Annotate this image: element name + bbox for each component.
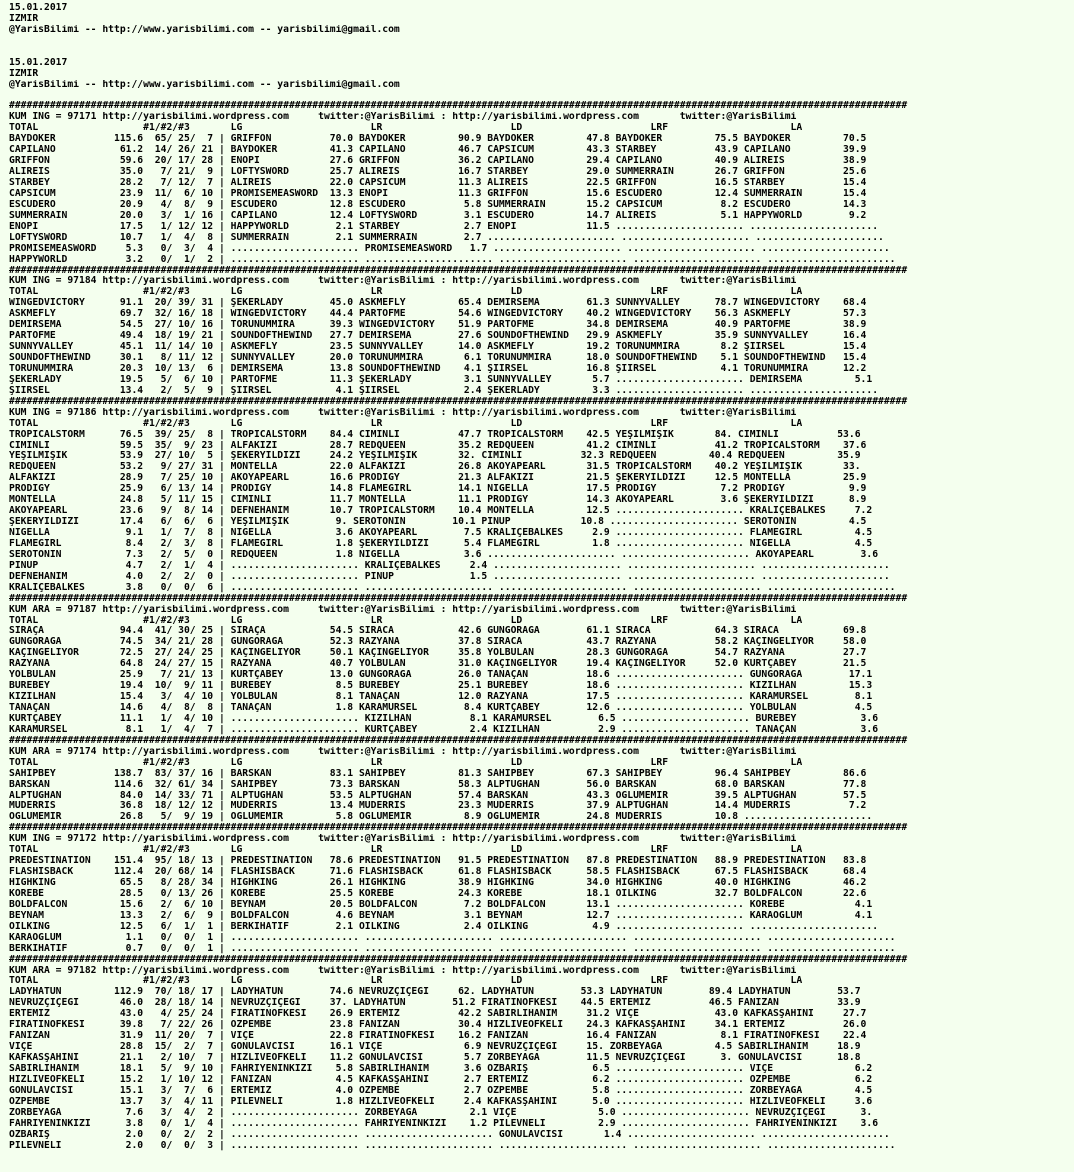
text-line: NIGELLA 9.1 1/ 7/ 8 | NIGELLA 3.6 AKOYAPEARL 7.5 KRALIÇEBALKES 2.9 ...................... FLAMEGIRL 4.5 bbox=[9, 528, 873, 538]
text-line: TOTAL #1/#2/#3 LG LR LD LRF LA bbox=[9, 615, 803, 626]
text-line: SEROTONIN 7.3 2/ 5/ 0 | REDQUEEN 1.8 NIGELLA 3.6 ...................... ...................... AKOYAPEARL 3.6 bbox=[9, 549, 879, 560]
text-line: STARBEY 28.2 7/ 12/ 7 | ALIREIS 22.0 CAPSICUM 11.3 ALIREIS 22.5 GRIFFON 16.5 STARBEY 15.4 bbox=[9, 178, 867, 188]
text-line: CAPSICUM 23.9 11/ 6/ 10 | PROMISEMEASWORD 13.3 ENOPI 11.3 GRIFFON 15.6 ESCUDERO 12.4 SUMMERRAIN 15.4 bbox=[9, 188, 867, 199]
text-line bbox=[9, 91, 1074, 102]
text-line: @YarisBilimi -- http://www.yarisbilimi.com -- yarisbilimi@gmail.com bbox=[9, 79, 400, 90]
text-line: VIÇE 28.8 15/ 2/ 7 | GONULAVCISI 16.1 VIÇE 6.9 NEVRUZÇIÇEĞI 15. ZORBEYAĞA 4.5 SABIRLIHANIM 18.9 bbox=[9, 1042, 861, 1053]
text-line: SOUNDOFTHEWIND 30.1 8/ 11/ 12 | SUNNYVALLEY 20.0 TORUNUMMIRA 6.1 TORUNUMMIRA 18.0 SOUNDOFTHEWIND 5.1 SOUNDOFTHEWIND 15.4 bbox=[9, 353, 867, 363]
text-line: @YarisBilimi -- http://www.yarisbilimi.com -- yarisbilimi@gmail.com bbox=[9, 24, 400, 35]
text-line: HAPPYWORLD 3.2 0/ 1/ 2 | ...................... ...................... ...................... ...................... ...................... bbox=[9, 254, 896, 265]
text-line: KIZILHAN 15.4 3/ 4/ 10 | YOLBULAN 8.1 TANAÇAN 12.0 RAZYANA 17.5 ...................... KARAMÜRSEL 8.1 bbox=[9, 692, 873, 703]
text-line: YOLBULAN 25.9 7/ 21/ 13 | KURTÇABEY 13.0 GÜNGÖRAĞA 26.0 TANAÇAN 18.6 ...................... GÜNGÖRAĞA 17.1 bbox=[9, 670, 873, 681]
text-line: 15.01.2017 bbox=[9, 3, 68, 13]
text-line: ########################################################################################################################################################## bbox=[9, 265, 908, 276]
text-line: YEŞILMIŞIK 53.9 27/ 10/ 5 | ŞEKERYILDIZI 24.2 YEŞILMIŞIK 32. CIMINLI 32.3 REDQUEEN 40.4 REDQUEEN 35.9 bbox=[9, 451, 861, 462]
text-line: SUNNYVALLEY 45.1 11/ 14/ 10 | ASKMEFLY 23.5 SUNNYVALLEY 14.0 ASKMEFLY 19.2 TORUNUMMIRA 8.2 ŞIIRSEL 15.4 bbox=[9, 342, 867, 353]
text-line: HIGHKING 65.5 8/ 28/ 34 | HIGHKING 26.1 HIGHKING 38.9 HIGHKING 34.0 HIGHKING 40.0 HIGHKING 46.2 bbox=[9, 878, 867, 888]
text-line: BOLDFALCON 15.6 2/ 6/ 10 | BEYNAM 20.5 BOLDFALCON 7.2 BOLDFALCON 13.1 ...................... KOREBE 4.1 bbox=[9, 899, 873, 910]
text-line: PRODIGY 25.9 6/ 13/ 14 | PRODIGY 14.8 FLAMEGIRL 14.1 NIGELLA 17.5 PRODIGY 7.2 PRODIGY 9.9 bbox=[9, 484, 867, 495]
text-line: GÜNGÖRAĞA 74.5 34/ 21/ 28 | GÜNGÖRAĞA 52.3 RAZYANA 37.8 SIRACA 43.7 RAZYANA 58.2 KAÇINGELIYOR 58.0 bbox=[9, 637, 867, 648]
text-line: ASKMEFLY 69.7 32/ 16/ 18 | WINGEDVICTORY 44.4 PARTOFME 54.6 WINGEDVICTORY 40.2 WINGEDVICTORY 56.3 ASKMEFLY 57.3 bbox=[9, 309, 867, 320]
text-line: PROMISEMEASWORD 5.3 0/ 3/ 4 | ...................... PROMISEMEASWORD 1.7 ...................... ...................... ...................... bbox=[9, 243, 890, 254]
text-line: REDQUEEN 53.2 9/ 27/ 31 | MONTELLA 22.0 ALFAKIZI 26.8 AKOYAPEARL 31.5 TROPICALSTORM 40.2 YEŞILMIŞIK 33. bbox=[9, 462, 861, 473]
text-line: TOTAL #1/#2/#3 LG LR LD LRF LA bbox=[9, 757, 803, 768]
text-line: DEFNEHANIM 4.0 2/ 2/ 0 | ...................... PINUP 1.5 ...................... ...................... ...................... bbox=[9, 571, 890, 582]
text-line: ZORBEYAĞA 7.6 3/ 4/ 2 | ...................... ZORBEYAĞA 2.1 VIÇE 5.0 ...................... NEVRUZÇIÇEĞI 3. bbox=[9, 1107, 873, 1118]
text-line: PARTOFME 49.4 18/ 19/ 21 | SOUNDOFTHEWIND 27.7 DEMIRSEMA 27.6 SOUNDOFTHEWIND 29.9 ASKMEFLY 35.9 SUNNYVALLEY 16.4 bbox=[9, 331, 867, 342]
text-line: WINGEDVICTORY 91.1 20/ 39/ 31 | ŞEKERLADY 45.0 ASKMEFLY 65.4 DEMIRSEMA 61.3 SUNNYVALLEY 78.7 WINGEDVICTORY 68.4 bbox=[9, 298, 867, 309]
text-line: CIMINLI 59.5 35/ 9/ 23 | ALFAKIZI 28.7 REDQUEEN 35.2 REDQUEEN 41.2 CIMINLI 41.2 TROPICALSTORM 37.6 bbox=[9, 440, 867, 451]
text-line: KUM ING = 97184 http://yarisbilimi.wordpress.com twitter:@YarisBilimi : http://yarisbilimi.wordpress.com twitter:@YarisBilimi bbox=[9, 276, 797, 287]
text-line: SIRAÇA 94.4 41/ 30/ 25 | SIRAÇA 54.5 SIRACA 42.6 GÜNGÖRAĞA 61.1 SIRACA 64.3 SIRACA 69.8 bbox=[9, 626, 867, 637]
text-line: OILKING 12.5 6/ 1/ 1 | BERKIHATIF 2.1 OILKING 2.4 OILKING 4.9 ...................... ...................... bbox=[9, 921, 879, 932]
text-line: TOTAL #1/#2/#3 LG LR LD LRF LA bbox=[9, 845, 803, 856]
text-line: FIRATINOFKESI 39.8 7/ 22/ 26 | ÖZPEMBE 23.8 FANIZAN 30.4 HIZLIVEOFKELI 24.3 KAFKASŞAHINI 34.1 ERTEMIZ 26.0 bbox=[9, 1020, 867, 1031]
text-line: KURTÇABEY 11.1 1/ 4/ 10 | ...................... KIZILHAN 8.1 KARAMÜRSEL 6.5 ...................... BÜREBEY 3.6 bbox=[9, 713, 879, 724]
text-line: ÖZPEMBE 13.7 3/ 4/ 11 | PILEVNELI 1.8 HIZLIVEOFKELI 2.4 KAFKASŞAHINI 5.0 ...................... HIZLIVEOFKELI 3.6 bbox=[9, 1096, 873, 1107]
text-line: KARAOGLUM 1.1 0/ 0/ 1 | ...................... ...................... ...................... ...................... ...................... bbox=[9, 932, 896, 943]
text-line: KUM ARA = 97174 http://yarisbilimi.wordpress.com twitter:@YarisBilimi : http://yarisbilimi.wordpress.com twitter:@YarisBilimi bbox=[9, 746, 797, 757]
text-line: KRALIÇEBALKES 3.8 0/ 0/ 6 | ...................... ...................... ...................... ...................... ...................... bbox=[9, 582, 896, 593]
text-line: TOTAL #1/#2/#3 LG LR LD LRF LA bbox=[9, 976, 803, 987]
text-line: KOREBE 28.5 0/ 13/ 26 | KOREBE 25.5 KOREBE 24.3 KOREBE 18.1 OILKING 32.7 BOLDFALCON 22.6 bbox=[9, 888, 867, 899]
text-line: PREDESTINATION 151.4 95/ 18/ 13 | PREDESTINATION 78.6 PREDESTINATION 91.5 PREDESTINATION 87.8 PREDESTINATION 88.9 PREDESTINATION 83.8 bbox=[9, 856, 867, 867]
text-line: BAYDÖKER 115.6 65/ 25/ 7 | GRIFFON 70.0 BAYDÖKER 90.9 BAYDÖKER 47.8 BAYDÖKER 75.5 BAYDÖKER 70.5 bbox=[9, 134, 867, 145]
text-line: KAÇINGELIYOR 72.5 27/ 24/ 25 | KAÇINGELIYOR 50.1 KAÇINGELIYOR 35.8 YOLBULAN 28.3 GÜNGÖRAĞA 54.7 RAZYANA 27.7 bbox=[9, 648, 867, 659]
text-line: TOTAL #1/#2/#3 LG LR LD LRF LA bbox=[9, 287, 803, 298]
text-line: BERKIHATIF 0.7 0/ 0/ 1 | ...................... ...................... ...................... ...................... ...................... bbox=[9, 943, 896, 954]
text-line: SAHIPBEY 138.7 83/ 37/ 16 | BARSKAN 83.1 SAHIPBEY 81.3 SAHIPBEY 67.3 SAHIPBEY 96.4 SAHIPBEY 86.6 bbox=[9, 768, 867, 779]
text-line: ########################################################################################################################################################## bbox=[9, 823, 908, 834]
text-line: KAFKASŞAHINI 21.1 2/ 10/ 7 | HIZLIVEOFKELI 11.2 GONULAVCISI 5.7 ZORBEYAĞA 11.5 NEVRUZÇIÇEĞI 3. GONULAVCISI 18.8 bbox=[9, 1053, 861, 1063]
text-line: TOTAL #1/#2/#3 LG LR LD LRF LA bbox=[9, 123, 803, 134]
text-line: ŞEKERLADY 19.5 5/ 6/ 10 | PARTOFME 11.3 ŞEKERLADY 3.1 SUNNYVALLEY 5.7 ...................... DEMIRSEMA 5.1 bbox=[9, 374, 873, 385]
text-line: TANAÇAN 14.6 4/ 8/ 8 | TANAÇAN 1.8 KARAMÜRSEL 8.4 KURTÇABEY 12.6 ...................... YOLBULAN 4.5 bbox=[9, 703, 873, 713]
text-line: FANIZAN 31.9 11/ 20/ 7 | VIÇE 22.8 FIRATINOFKESI 16.2 FANIZAN 16.4 FANIZAN 8.1 FIRATINOFKESI 22.4 bbox=[9, 1031, 867, 1042]
text-line: ENOPI 17.5 1/ 12/ 12 | HAPPYWORLD 2.1 STARBEY 2.7 ENOPI 11.5 ...................... ...................... bbox=[9, 221, 879, 232]
text-line: BARSKAN 114.6 32/ 61/ 34 | SAHIPBEY 73.3 BARSKAN 58.3 ALPTUGHAN 56.0 BARSKAN 68.0 BARSKAN 77.8 bbox=[9, 779, 867, 790]
text-line: PINUP 4.7 2/ 1/ 4 | ...................... KRALIÇEBALKES 2.4 ...................... ...................... ...................... bbox=[9, 560, 890, 571]
text-line: GONULAVCISI 15.1 3/ 7/ 6 | ERTEMIZ 4.0 ÖZPEMBE 2.7 ÖZPEMBE 5.8 ...................... ZORBEYAĞA 4.5 bbox=[9, 1085, 873, 1096]
text-line: CAPILANO 61.2 14/ 26/ 21 | BAYDÖKER 41.3 CAPILANO 46.7 CAPSICUM 43.3 STARBEY 43.9 CAPILANO 39.9 bbox=[9, 145, 867, 156]
text-line: BEYNAM 13.3 2/ 6/ 9 | BOLDFALCON 4.6 BEYNAM 3.1 BEYNAM 12.7 ...................... KARAOGLUM 4.1 bbox=[9, 910, 873, 921]
text-line: RAZYANA 64.8 24/ 27/ 15 | RAZYANA 40.7 YOLBULAN 31.0 KAÇINGELIYOR 19.4 KAÇINGELIYOR 52.0 KURTÇABEY 21.5 bbox=[9, 659, 867, 670]
text-line: TORUNUMMIRA 20.3 10/ 13/ 6 | DEMIRSEMA 13.8 SOUNDOFTHEWIND 4.1 ŞIIRSEL 16.8 ŞIIRSEL 4.1 TORUNUMMIRA 12.2 bbox=[9, 363, 867, 374]
text-line: BÜREBEY 19.4 10/ 9/ 11 | BÜREBEY 8.5 BÜREBEY 25.1 BÜREBEY 18.6 ...................... KIZILHAN 15.3 bbox=[9, 681, 873, 692]
text-line: SABIRLIHANIM 18.1 5/ 9/ 10 | FAHRIYENINKIZI 5.8 SABIRLIHANIM 3.6 ÖZBARIŞ 6.5 ...................... VIÇE 6.2 bbox=[9, 1063, 873, 1074]
text-line: LOFTYSWORD 10.7 1/ 4/ 8 | SUMMERRAIN 2.1 SUMMERRAIN 2.7 ...................... ...................... ...................... bbox=[9, 232, 884, 243]
text-line: FLASHISBACK 112.4 20/ 68/ 14 | FLASHISBACK 71.6 FLASHISBACK 61.8 FLASHISBACK 58.5 FLASHISBACK 67.5 FLASHISBACK 68.4 bbox=[9, 867, 867, 878]
text-line: 15.01.2017 bbox=[9, 57, 68, 68]
text-line: MÜDERRIS 36.8 18/ 12/ 12 | MÜDERRIS 13.4 MÜDERRIS 23.3 MÜDERRIS 37.9 ALPTUGHAN 14.4 MÜDERRIS 7.2 bbox=[9, 801, 867, 812]
text-line: ########################################################################################################################################################## bbox=[9, 101, 908, 112]
text-line: ESCUDERO 20.9 4/ 8/ 9 | ESCUDERO 12.8 ESCUDERO 5.8 SUMMERRAIN 15.2 CAPSICUM 8.2 ESCUDERO 14.3 bbox=[9, 199, 867, 210]
text-line: IZMIR bbox=[9, 68, 39, 79]
text-line: AKOYAPEARL 23.6 9/ 8/ 14 | DEFNEHANIM 10.7 TROPICALSTORM 10.4 MONTELLA 12.5 ...................... KRALIÇEBALKES 7.2 bbox=[9, 506, 873, 517]
text-line: ########################################################################################################################################################## bbox=[9, 954, 908, 965]
text-line: IZMIR bbox=[9, 13, 39, 24]
text-line: NEVRUZÇIÇEĞI 46.0 28/ 18/ 14 | NEVRUZÇIÇEĞI 37. LADYHATUN 51.2 FIRATINOFKESI 44.5 ERTEMIZ 46.5 FANIZAN 33.9 bbox=[9, 998, 861, 1009]
text-line: MONTELLA 24.8 5/ 11/ 15 | CIMINLI 11.7 MONTELLA 11.1 PRODIGY 14.3 AKOYAPEARL 3.6 ŞEKERYILDIZI 8.9 bbox=[9, 495, 867, 506]
text-line: SUMMERRAIN 20.0 3/ 1/ 16 | CAPILANO 12.4 LOFTYSWORD 3.1 ESCUDERO 14.7 ALIREIS 5.1 HAPPYWORLD 9.2 bbox=[9, 210, 867, 221]
text-line: ŞIIRSEL 13.4 2/ 5/ 9 | ŞIIRSEL 4.1 ŞIIRSEL 2.4 ŞEKERLADY 3.3 ...................... ...................... bbox=[9, 385, 879, 396]
text-line: TOTAL #1/#2/#3 LG LR LD LRF LA bbox=[9, 418, 803, 429]
text-line: ALIREIS 35.0 7/ 21/ 9 | LOFTYSWORD 25.7 ALIREIS 16.7 STARBEY 29.0 SUMMERRAIN 26.7 GRIFFON 25.6 bbox=[9, 167, 867, 178]
text-line: PILEVNELI 2.0 0/ 0/ 3 | ...................... ...................... ...................... ...................... ...................... bbox=[9, 1140, 896, 1151]
text-line: GRIFFON 59.6 20/ 17/ 28 | ENOPI 27.6 GRIFFON 36.2 CAPILANO 29.4 CAPILANO 40.9 ALIREIS 38.9 bbox=[9, 156, 867, 167]
text-line: ERTEMIZ 43.0 4/ 25/ 24 | FIRATINOFKESI 26.9 ERTEMIZ 42.2 SABIRLIHANIM 31.2 VIÇE 43.0 KAFKASŞAHINI 27.7 bbox=[9, 1009, 867, 1020]
text-line: OGLUMEMIR 26.8 5/ 9/ 19 | OGLUMEMIR 5.8 OGLUMEMIR 8.9 OGLUMEMIR 24.8 MÜDERRIS 10.8 ...................... bbox=[9, 812, 873, 823]
text-line: KUM ING = 97186 http://yarisbilimi.wordpress.com twitter:@YarisBilimi : http://yarisbilimi.wordpress.com twitter:@YarisBilimi bbox=[9, 407, 797, 418]
text-line: LADYHATUN 112.9 70/ 18/ 17 | LADYHATUN 74.6 NEVRUZÇIÇEĞI 62. LADYHATUN 53.3 LADYHATUN 89.4 LADYHATUN 53.7 bbox=[9, 987, 861, 998]
text-line: ALFAKIZI 28.9 7/ 25/ 10 | AKOYAPEARL 16.6 PRODIGY 21.3 ALFAKIZI 21.5 ŞEKERYILDIZI 12.5 MONTELLA 25.9 bbox=[9, 473, 867, 484]
text-line: DEMIRSEMA 54.5 27/ 10/ 16 | TORUNUMMIRA 39.3 WINGEDVICTORY 51.9 PARTOFME 34.8 DEMIRSEMA 40.9 PARTOFME 38.9 bbox=[9, 320, 867, 331]
text-line: ÖZBARIŞ 2.0 0/ 2/ 2 | ...................... ...................... GONULAVCISI 1.4 ...................... ...................... bbox=[9, 1129, 890, 1140]
text-line: FAHRIYENINKIZI 3.8 0/ 1/ 4 | ...................... FAHRIYENINKIZI 1.2 PILEVNELI 2.9 ...................... FAHRIYENINKIZI 3.6 bbox=[9, 1118, 879, 1129]
text-line: TROPICALSTORM 76.5 39/ 25/ 8 | TROPICALSTORM 84.4 CIMINLI 47.7 TROPICALSTORM 42.5 YEŞILMIŞIK 84. CIMINLI 53.6 bbox=[9, 429, 861, 440]
text-line: KUM ING = 97172 http://yarisbilimi.wordpress.com twitter:@YarisBilimi : http://yarisbilimi.wordpress.com twitter:@YarisBilimi bbox=[9, 834, 797, 845]
text-line bbox=[9, 36, 1074, 47]
text-line: ########################################################################################################################################################## bbox=[9, 735, 908, 746]
text-line: KARAMÜRSEL 8.1 1/ 4/ 7 | ...................... KURTÇABEY 2.4 KIZILHAN 2.9 ...................... TANAÇAN 3.6 bbox=[9, 724, 879, 735]
text-line: ########################################################################################################################################################## bbox=[9, 396, 908, 407]
text-line: FLAMEGIRL 8.4 2/ 3/ 8 | FLAMEGIRL 1.8 ŞEKERYILDIZI 5.4 FLAMEGIRL 1.8 ...................... NIGELLA 4.5 bbox=[9, 538, 873, 549]
text-line: ########################################################################################################################################################## bbox=[9, 593, 908, 604]
text-line: KUM ING = 97171 http://yarisbilimi.wordpress.com twitter:@YarisBilimi : http://yarisbilimi.wordpress.com twitter:@YarisBilimi bbox=[9, 112, 797, 123]
text-line bbox=[9, 47, 1074, 58]
text-line: ŞEKERYILDIZI 17.4 6/ 6/ 6 | YEŞILMIŞIK 9. SEROTONIN 10.1 PINUP 10.8 ...................... SEROTONIN 4.5 bbox=[9, 517, 867, 528]
text-line: ALPTUGHAN 84.0 14/ 33/ 71 | ALPTUGHAN 53.5 ALPTUGHAN 57.4 BARSKAN 43.3 OGLUMEMIR 39.5 ALPTUGHAN 57.5 bbox=[9, 790, 867, 801]
text-line: KUM ARA = 97182 http://yarisbilimi.wordpress.com twitter:@YarisBilimi : http://yarisbilimi.wordpress.com twitter:@YarisBilimi bbox=[9, 965, 797, 976]
text-line: HIZLIVEOFKELI 15.2 1/ 10/ 12 | FANIZAN 4.5 KAFKASŞAHINI 2.7 ERTEMIZ 6.2 ...................... ÖZPEMBE 6.2 bbox=[9, 1074, 873, 1085]
text-line: KUM ARA = 97187 http://yarisbilimi.wordpress.com twitter:@YarisBilimi : http://yarisbilimi.wordpress.com twitter:@YarisBilimi bbox=[9, 604, 797, 615]
